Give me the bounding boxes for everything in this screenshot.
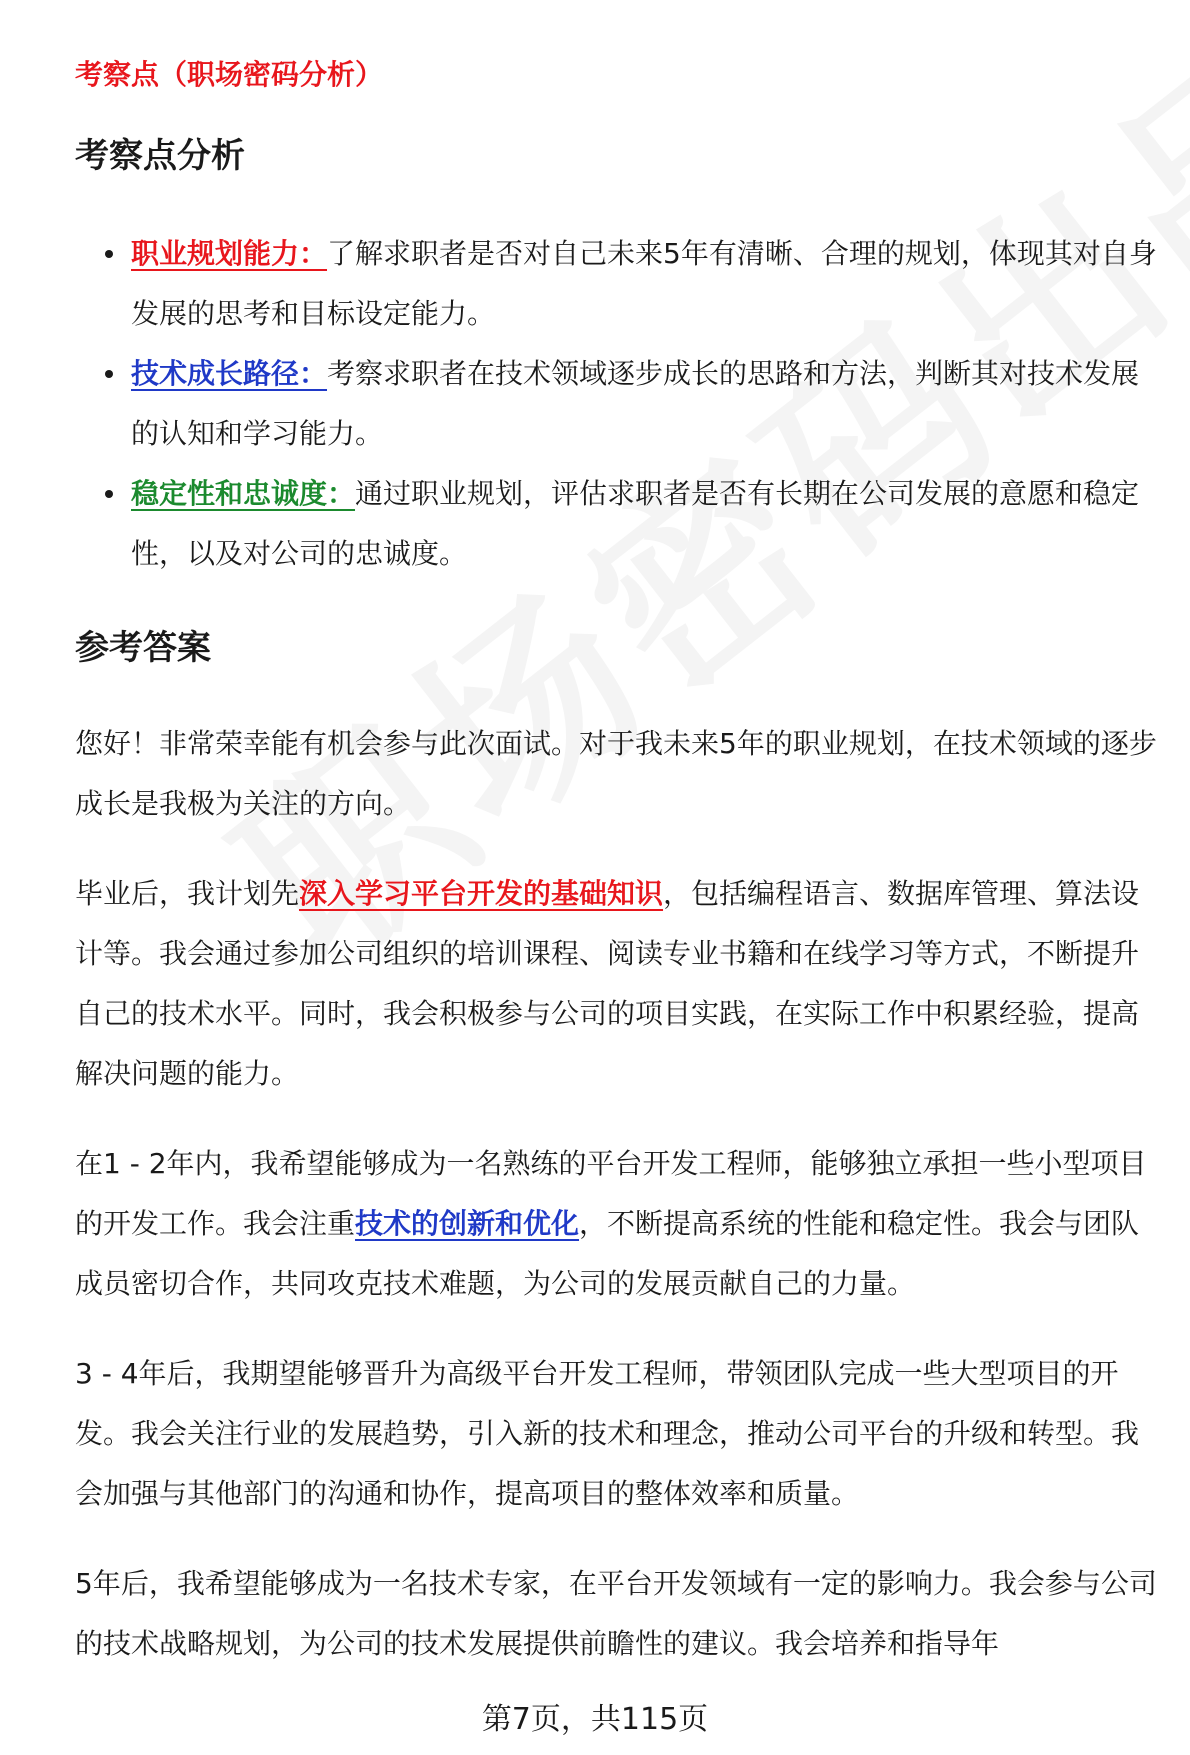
page-content: [75, 50, 1165, 1674]
keyword-career-planning: 职业规划能力：: [131, 237, 328, 270]
analysis-item-text: 通过职业规划，评估求职者是否有长期在公司发展的意愿和稳定性，以及对公司的忠诚度。: [131, 477, 1140, 570]
analysis-item-text: 了解求职者是否对自己未来5年有清晰、合理的规划，体现其对自身发展的思考和目标设定能力。: [131, 237, 1157, 330]
answer-heading: 参考答案: [75, 628, 211, 668]
keyword-tech-growth: 技术成长路径：: [131, 357, 328, 390]
text-run: 在1 - 2年内，我希望能够成为一名熟练的平台开发工程师，能够独立承担一些小型项目的开发工作。我会注重: [75, 1147, 1147, 1240]
text-run: ，不断提高系统的性能和稳定性。我会与团队成员密切合作，共同攻克技术难题，为公司的发展贡献自己的力量。: [75, 1207, 1140, 1300]
keyword-stability: 稳定性和忠诚度：: [131, 477, 356, 510]
analysis-item-text: 考察求职者在技术领域逐步成长的思路和方法，判断其对技术发展的认知和学习能力。: [131, 357, 1140, 450]
highlight-innovation: 技术的创新和优化: [355, 1207, 580, 1240]
text-run: 毕业后，我计划先: [75, 877, 300, 910]
answer-paragraph-4: 3 - 4年后，我期望能够晋升为高级平台开发工程师，带领团队完成一些大型项目的开发。我会关注行业的发展趋势，引入新的技术和理念，推动公司平台的升级和转型。我会加强与其他部门的沟通和协作，提高项目的整体效率和质量。: [75, 1357, 1140, 1510]
answer-paragraph-3: [75, 1134, 1165, 1314]
answer-paragraph-2: [75, 864, 1165, 1104]
analysis-item-stability: [75, 464, 1165, 584]
analysis-item-tech-growth: [75, 344, 1165, 464]
page-number: 第7页，共115页: [481, 1702, 709, 1737]
analysis-heading: 考察点分析: [75, 136, 245, 176]
analysis-item-career-planning: [75, 224, 1165, 344]
text-run: ，包括编程语言、数据库管理、算法设计等。我会通过参加公司组织的培训课程、阅读专业书籍和在线学习等方式，不断提升自己的技术水平。同时，我会积极参与公司的项目实践，在实际工作中积累经验，提高解决问题的能力。: [75, 877, 1140, 1090]
analysis-list: [75, 224, 1165, 584]
answer-paragraph-1: 您好！非常荣幸能有机会参与此次面试。对于我未来5年的职业规划，在技术领域的逐步成长是我极为关注的方向。: [75, 727, 1157, 820]
highlight-platform-basics: 深入学习平台开发的基础知识: [299, 877, 664, 910]
answer-paragraph-5: 5年后，我希望能够成为一名技术专家，在平台开发领域有一定的影响力。我会参与公司的技术战略规划，为公司的技术发展提供前瞻性的建议。我会培养和指导年: [75, 1567, 1157, 1660]
section-label: 考察点（职场密码分析）: [75, 58, 384, 91]
